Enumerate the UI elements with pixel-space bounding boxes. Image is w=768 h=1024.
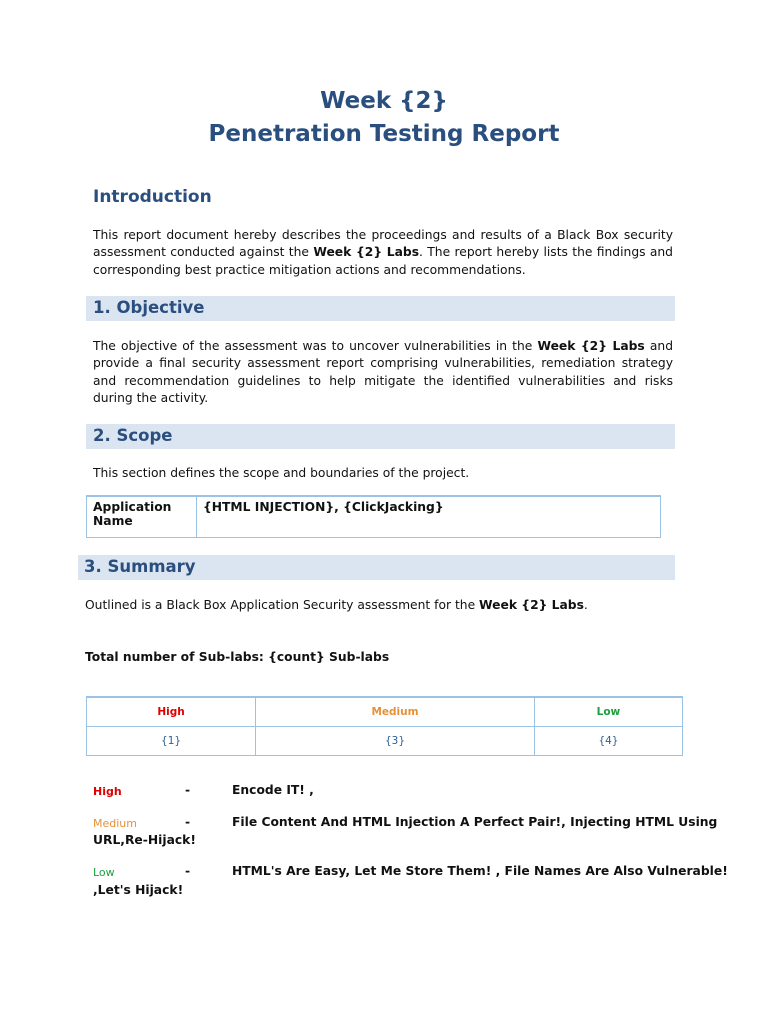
detail-low-level: Low <box>93 866 115 879</box>
detail-low-dash: - <box>185 864 191 878</box>
summary-heading-band <box>78 555 675 580</box>
severity-count-low: {4} <box>534 727 682 756</box>
introduction-paragraph: This report document hereby describes the proceedings and results of a Black Box security assessment conducted against the Week {2} Labs. The report hereby lists the findings and corresponding best practice mitigation actions and recommendations. <box>93 228 673 277</box>
scope-table-value: {HTML INJECTION}, {ClickJacking} <box>197 496 661 538</box>
severity-header-low: Low <box>534 697 682 727</box>
severity-table <box>86 696 683 756</box>
scope-table <box>86 495 661 538</box>
detail-medium-dash: - <box>185 815 191 829</box>
detail-medium-continuation: URL,Re-Hijack! <box>93 833 196 847</box>
objective-heading: 1. Objective <box>93 298 205 317</box>
detail-medium-level: Medium <box>93 817 137 830</box>
objective-heading-band <box>86 296 675 321</box>
introduction-heading: Introduction <box>93 187 212 207</box>
scope-paragraph: This section defines the scope and boundaries of the project. <box>93 466 470 480</box>
detail-medium-text: File Content And HTML Injection A Perfect Pair!, Injecting HTML Using <box>232 815 718 829</box>
detail-high-text: Encode IT! , <box>232 783 314 797</box>
severity-count-medium: {3} <box>256 727 535 756</box>
report-title-week: Week {2} <box>320 88 448 114</box>
scope-heading-band <box>86 424 675 449</box>
scope-table-label: Application Name <box>87 496 197 538</box>
summary-paragraph: Outlined is a Black Box Application Security assessment for the Week {2} Labs. <box>85 598 588 612</box>
detail-low-text: HTML's Are Easy, Let Me Store Them! , File Names Are Also Vulnerable! <box>232 864 728 878</box>
report-title: Penetration Testing Report <box>208 121 560 147</box>
severity-header-high: High <box>87 697 256 727</box>
scope-heading: 2. Scope <box>93 426 173 445</box>
objective-paragraph: The objective of the assessment was to uncover vulnerabilities in the Week {2} Labs and provide a final security assessment report comprising vulnerabilities, remediation strategy and recommendation guidelines to help mitigate the identified vulnerabilities and risks during the activity. <box>93 339 674 406</box>
detail-high-dash: - <box>185 783 191 797</box>
summary-heading: 3. Summary <box>84 557 196 576</box>
severity-header-medium: Medium <box>256 697 535 727</box>
total-sublabs: Total number of Sub-labs: {count} Sub-labs <box>85 650 390 664</box>
detail-high-level: High <box>93 785 122 798</box>
detail-low-continuation: ,Let's Hijack! <box>93 883 184 897</box>
severity-count-high: {1} <box>87 727 256 756</box>
